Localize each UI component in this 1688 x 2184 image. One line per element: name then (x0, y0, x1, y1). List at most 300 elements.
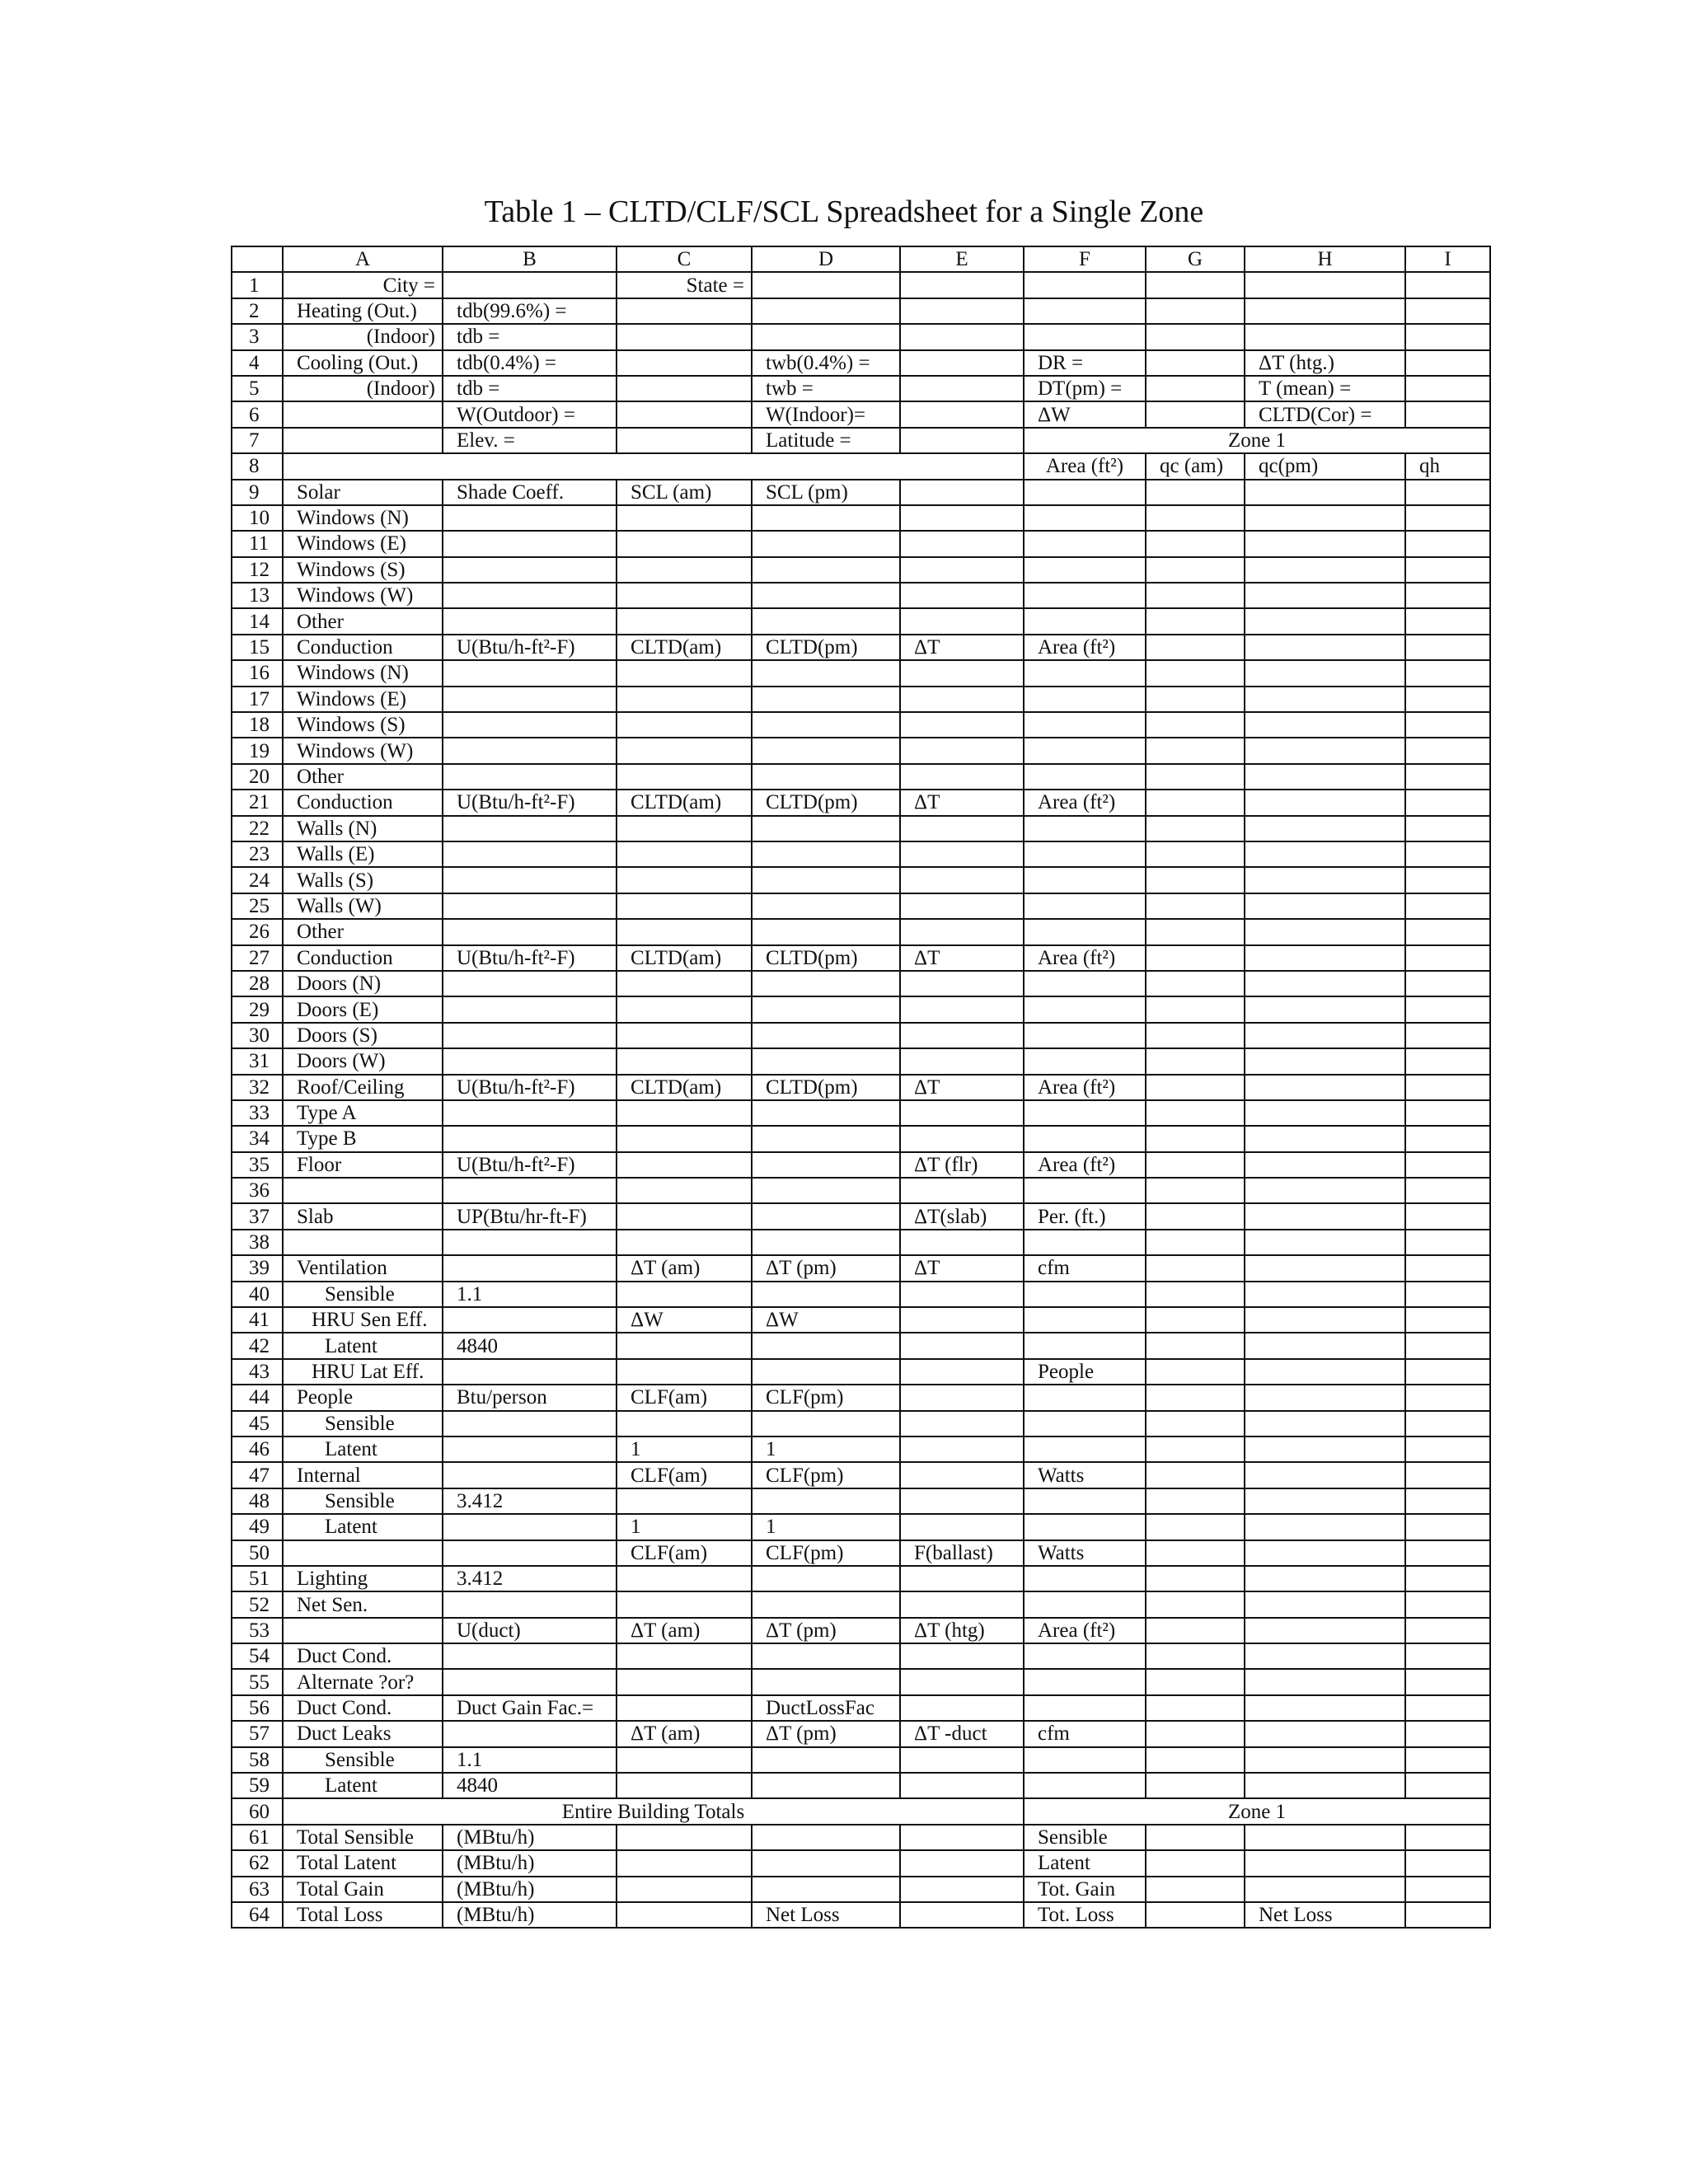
table-cell (443, 1023, 617, 1048)
table-cell (752, 272, 900, 298)
table-cell: (MBtu/h) (443, 1850, 617, 1876)
table-cell: Other (283, 919, 443, 944)
table-cell: Windows (E) (283, 687, 443, 712)
table-cell (1405, 1255, 1490, 1281)
table-row (232, 428, 1490, 453)
table-cell: tdb(0.4%) = (443, 350, 617, 376)
table-cell (1405, 1100, 1490, 1126)
table-cell (900, 1023, 1024, 1048)
table-cell (617, 841, 752, 867)
row-number: 18 (232, 712, 283, 738)
table-cell: Total Sensible (283, 1825, 443, 1850)
table-cell: Doors (S) (283, 1023, 443, 1048)
table-cell (900, 480, 1024, 505)
table-row (232, 1721, 1490, 1746)
table-cell: Sensible (283, 1747, 443, 1773)
table-row (232, 660, 1490, 686)
table-cell (1146, 1643, 1245, 1669)
table-cell (900, 867, 1024, 893)
table-cell: SCL (pm) (752, 480, 900, 505)
row-number: 63 (232, 1877, 283, 1902)
table-cell (1245, 1695, 1405, 1721)
table-row (232, 1152, 1490, 1178)
table-cell (900, 1359, 1024, 1385)
table-cell (1405, 1643, 1490, 1669)
table-cell (1405, 1669, 1490, 1694)
table-cell (1024, 272, 1146, 298)
row-number: 8 (232, 453, 283, 479)
table-row (232, 531, 1490, 556)
table-cell (617, 1902, 752, 1928)
row-number: 56 (232, 1695, 283, 1721)
zone-label: Zone 1 (1024, 1798, 1490, 1824)
table-cell (1146, 480, 1245, 505)
table-cell (1146, 1333, 1245, 1358)
table-cell (1024, 738, 1146, 763)
table-row (232, 1359, 1490, 1385)
table-cell (1245, 1178, 1405, 1203)
row-number: 15 (232, 635, 283, 660)
table-cell (900, 557, 1024, 583)
table-cell (1245, 1333, 1405, 1358)
table-cell (1146, 893, 1245, 919)
table-row (232, 1540, 1490, 1566)
row-number: 58 (232, 1747, 283, 1773)
row-number: 3 (232, 324, 283, 349)
table-cell (1146, 1669, 1245, 1694)
table-cell: DuctLossFac (752, 1695, 900, 1721)
table-cell: Windows (S) (283, 557, 443, 583)
table-row (232, 350, 1490, 376)
table-row (232, 1075, 1490, 1100)
table-cell (617, 738, 752, 763)
table-cell (900, 1566, 1024, 1591)
table-cell (1146, 557, 1245, 583)
row-number: 57 (232, 1721, 283, 1746)
table-cell: ΔT (900, 635, 1024, 660)
table-row (232, 919, 1490, 944)
table-cell (1146, 1747, 1245, 1773)
table-cell: CLF(pm) (752, 1462, 900, 1488)
table-cell (752, 841, 900, 867)
table-cell: 3.412 (443, 1488, 617, 1514)
table-cell (1405, 841, 1490, 867)
table-cell (1024, 531, 1146, 556)
table-cell (1245, 1203, 1405, 1229)
row-number: 26 (232, 919, 283, 944)
table-row (232, 1100, 1490, 1126)
table-cell (443, 557, 617, 583)
table-cell (443, 583, 617, 608)
table-cell (752, 1152, 900, 1178)
table-cell (1405, 1282, 1490, 1307)
table-cell: Latitude = (752, 428, 900, 453)
table-cell (1024, 867, 1146, 893)
table-row (232, 764, 1490, 790)
table-cell (1245, 1307, 1405, 1333)
table-row (232, 867, 1490, 893)
table-cell (1405, 1618, 1490, 1643)
table-cell (1405, 1359, 1490, 1385)
table-cell (752, 1100, 900, 1126)
table-cell (617, 764, 752, 790)
table-cell (1405, 1747, 1490, 1773)
table-cell: Windows (S) (283, 712, 443, 738)
row-number: 23 (232, 841, 283, 867)
table-cell (443, 841, 617, 867)
table-cell (752, 1359, 900, 1385)
table-cell (1245, 1462, 1405, 1488)
table-cell (752, 531, 900, 556)
table-cell (1146, 841, 1245, 867)
table-cell (1146, 531, 1245, 556)
table-cell (900, 1514, 1024, 1540)
column-header: F (1024, 246, 1146, 272)
table-cell (900, 764, 1024, 790)
table-cell (900, 738, 1024, 763)
table-cell: CLTD(pm) (752, 790, 900, 815)
table-cell (752, 1230, 900, 1255)
table-cell (1245, 1436, 1405, 1462)
column-header: D (752, 246, 900, 272)
table-cell (617, 687, 752, 712)
row-number: 19 (232, 738, 283, 763)
table-cell: Tot. Loss (1024, 1902, 1146, 1928)
table-cell: 1 (752, 1514, 900, 1540)
table-cell (752, 505, 900, 531)
table-cell (617, 660, 752, 686)
table-cell (1146, 996, 1245, 1022)
table-cell (752, 1023, 900, 1048)
table-row (232, 1566, 1490, 1591)
table-cell (752, 1825, 900, 1850)
table-cell (1146, 1385, 1245, 1410)
table-cell (1245, 996, 1405, 1022)
table-cell (1405, 1230, 1490, 1255)
table-cell: cfm (1024, 1255, 1146, 1281)
table-cell (1146, 660, 1245, 686)
table-row (232, 1385, 1490, 1410)
table-cell (617, 893, 752, 919)
table-cell (443, 687, 617, 712)
table-cell (1405, 1178, 1490, 1203)
table-cell (443, 1178, 617, 1203)
row-number: 5 (232, 376, 283, 401)
table-cell (443, 1591, 617, 1617)
table-cell (1146, 1850, 1245, 1876)
table-cell (443, 1514, 617, 1540)
table-cell: Other (283, 764, 443, 790)
row-number: 20 (232, 764, 283, 790)
table-cell (1405, 376, 1490, 401)
table-cell: Sensible (283, 1488, 443, 1514)
table-cell (1024, 1695, 1146, 1721)
table-cell (752, 712, 900, 738)
table-cell (1146, 816, 1245, 841)
table-cell (1146, 1075, 1245, 1100)
row-number: 14 (232, 608, 283, 634)
table-cell (752, 1411, 900, 1436)
table-row (232, 583, 1490, 608)
table-cell (752, 1203, 900, 1229)
table-cell (1245, 1152, 1405, 1178)
table-cell (617, 1048, 752, 1074)
table-cell (1405, 971, 1490, 996)
table-row (232, 687, 1490, 712)
column-header: I (1405, 246, 1490, 272)
table-cell (1405, 1152, 1490, 1178)
table-cell (1405, 1462, 1490, 1488)
row-number: 11 (232, 531, 283, 556)
table-cell: CLTD(am) (617, 945, 752, 971)
table-cell (1146, 1566, 1245, 1591)
table-cell (283, 1618, 443, 1643)
table-cell: 1.1 (443, 1282, 617, 1307)
table-cell (443, 1126, 617, 1151)
table-cell (1245, 583, 1405, 608)
table-row (232, 1747, 1490, 1773)
table-cell: People (1024, 1359, 1146, 1385)
row-number: 51 (232, 1566, 283, 1591)
table-cell: Sensible (283, 1411, 443, 1436)
row-number: 48 (232, 1488, 283, 1514)
table-cell: Net Loss (1245, 1902, 1405, 1928)
table-cell: Windows (N) (283, 505, 443, 531)
table-cell (1024, 1514, 1146, 1540)
table-cell (1146, 1462, 1245, 1488)
row-number: 60 (232, 1798, 283, 1824)
table-cell: Solar (283, 480, 443, 505)
table-cell: City = (283, 272, 443, 298)
table-cell (900, 996, 1024, 1022)
table-cell (1405, 1126, 1490, 1151)
table-cell: Slab (283, 1203, 443, 1229)
table-cell (900, 531, 1024, 556)
table-cell (1024, 919, 1146, 944)
row-number: 50 (232, 1540, 283, 1566)
row-number: 2 (232, 298, 283, 324)
table-cell (752, 1048, 900, 1074)
table-cell (1146, 324, 1245, 349)
table-cell (617, 1591, 752, 1617)
table-cell: Latent (283, 1773, 443, 1798)
table-cell (443, 919, 617, 944)
table-cell: ΔT (pm) (752, 1618, 900, 1643)
table-cell (443, 1100, 617, 1126)
table-cell (443, 608, 617, 634)
table-cell (752, 1669, 900, 1694)
table-cell (1405, 1023, 1490, 1048)
table-cell (752, 764, 900, 790)
table-cell: Conduction (283, 790, 443, 815)
row-number: 12 (232, 557, 283, 583)
column-header (232, 246, 283, 272)
table-cell (443, 505, 617, 531)
table-cell: HRU Lat Eff. (283, 1359, 443, 1385)
table-cell (1245, 1618, 1405, 1643)
table-cell (900, 272, 1024, 298)
table-cell (443, 712, 617, 738)
table-cell (1405, 1566, 1490, 1591)
table-cell (443, 1230, 617, 1255)
table-cell: ΔW (752, 1307, 900, 1333)
table-cell (283, 1540, 443, 1566)
table-cell: Ventilation (283, 1255, 443, 1281)
table-cell (752, 919, 900, 944)
table-cell (1245, 1850, 1405, 1876)
table-cell: 1 (617, 1514, 752, 1540)
table-cell (1405, 272, 1490, 298)
table-cell (1024, 893, 1146, 919)
cltd-spreadsheet-table (231, 246, 1491, 1929)
table-cell: ΔT (am) (617, 1721, 752, 1746)
table-cell: Walls (S) (283, 867, 443, 893)
totals-label: Entire Building Totals (283, 1798, 1024, 1824)
table-cell (1146, 867, 1245, 893)
table-cell (1024, 996, 1146, 1022)
table-cell (1146, 272, 1245, 298)
table-cell (900, 1126, 1024, 1151)
table-cell (1245, 1230, 1405, 1255)
table-cell (900, 1877, 1024, 1902)
table-row (232, 1850, 1490, 1876)
table-cell (617, 1643, 752, 1669)
table-cell: ΔT (900, 1075, 1024, 1100)
table-cell (1024, 712, 1146, 738)
row-number: 43 (232, 1359, 283, 1385)
table-cell (1405, 531, 1490, 556)
table-cell: Latent (283, 1514, 443, 1540)
table-cell (752, 608, 900, 634)
table-cell (1405, 401, 1490, 427)
table-row (232, 996, 1490, 1022)
table-cell (1245, 841, 1405, 867)
table-cell (1245, 919, 1405, 944)
table-cell (752, 1282, 900, 1307)
table-cell (1024, 1773, 1146, 1798)
row-number: 54 (232, 1643, 283, 1669)
table-cell: qc(pm) (1245, 453, 1405, 479)
table-cell (617, 1359, 752, 1385)
table-cell (1405, 1695, 1490, 1721)
row-number: 21 (232, 790, 283, 815)
table-cell (1245, 1488, 1405, 1514)
row-number: 62 (232, 1850, 283, 1876)
column-header: C (617, 246, 752, 272)
table-cell (1146, 687, 1245, 712)
table-row (232, 1307, 1490, 1333)
table-cell: ΔT (flr) (900, 1152, 1024, 1178)
table-cell (1245, 1282, 1405, 1307)
table-row (232, 1618, 1490, 1643)
table-cell (1405, 1307, 1490, 1333)
table-row (232, 893, 1490, 919)
table-cell: CLTD(pm) (752, 945, 900, 971)
table-cell (1024, 971, 1146, 996)
table-cell (1146, 1411, 1245, 1436)
table-cell: (MBtu/h) (443, 1877, 617, 1902)
table-cell: Cooling (Out.) (283, 350, 443, 376)
table-cell (900, 1747, 1024, 1773)
table-cell (1146, 1436, 1245, 1462)
table-cell (900, 428, 1024, 453)
table-cell (1245, 1773, 1405, 1798)
table-cell (443, 738, 617, 763)
table-cell (1245, 1747, 1405, 1773)
table-cell (1245, 738, 1405, 763)
table-cell (900, 1333, 1024, 1358)
table-cell: ΔT(slab) (900, 1203, 1024, 1229)
table-cell: Area (ft²) (1024, 945, 1146, 971)
table-row (232, 1773, 1490, 1798)
table-row (232, 324, 1490, 349)
table-cell (617, 1230, 752, 1255)
table-row (232, 1902, 1490, 1928)
table-cell: twb = (752, 376, 900, 401)
table-cell (1245, 945, 1405, 971)
row-number: 16 (232, 660, 283, 686)
table-cell (617, 557, 752, 583)
table-cell: ΔW (617, 1307, 752, 1333)
table-cell (900, 1282, 1024, 1307)
table-row (232, 608, 1490, 634)
table-cell (1405, 298, 1490, 324)
table-cell (900, 1411, 1024, 1436)
table-cell: Floor (283, 1152, 443, 1178)
table-row (232, 1411, 1490, 1436)
table-cell: SCL (am) (617, 480, 752, 505)
table-cell: ΔT (900, 790, 1024, 815)
table-cell (900, 1230, 1024, 1255)
row-number: 30 (232, 1023, 283, 1048)
zone-label: Zone 1 (1024, 428, 1490, 453)
table-cell (443, 764, 617, 790)
table-cell: ΔT -duct (900, 1721, 1024, 1746)
table-cell (900, 1048, 1024, 1074)
table-cell: Doors (E) (283, 996, 443, 1022)
table-cell: W(Indoor)= (752, 401, 900, 427)
row-number: 17 (232, 687, 283, 712)
table-cell (1146, 1773, 1245, 1798)
table-row (232, 557, 1490, 583)
table-cell (1245, 867, 1405, 893)
table-cell: 4840 (443, 1333, 617, 1358)
table-cell (1405, 738, 1490, 763)
table-cell: Btu/person (443, 1385, 617, 1410)
table-cell (1405, 1385, 1490, 1410)
row-number: 13 (232, 583, 283, 608)
table-cell: 1.1 (443, 1747, 617, 1773)
table-cell (900, 687, 1024, 712)
table-cell (1405, 660, 1490, 686)
table-cell (1024, 1178, 1146, 1203)
table-cell: ΔT (htg) (900, 1618, 1024, 1643)
table-cell (1146, 1126, 1245, 1151)
column-header: E (900, 246, 1024, 272)
table-cell (617, 867, 752, 893)
table-row (232, 816, 1490, 841)
table-cell (617, 1411, 752, 1436)
table-cell (1245, 1075, 1405, 1100)
table-cell (1146, 764, 1245, 790)
table-cell (1146, 1203, 1245, 1229)
table-cell (443, 816, 617, 841)
table-cell (1405, 1075, 1490, 1100)
table-cell (443, 1643, 617, 1669)
table-cell (1146, 1359, 1245, 1385)
table-cell: UP(Btu/hr-ft-F) (443, 1203, 617, 1229)
table-cell (900, 1100, 1024, 1126)
